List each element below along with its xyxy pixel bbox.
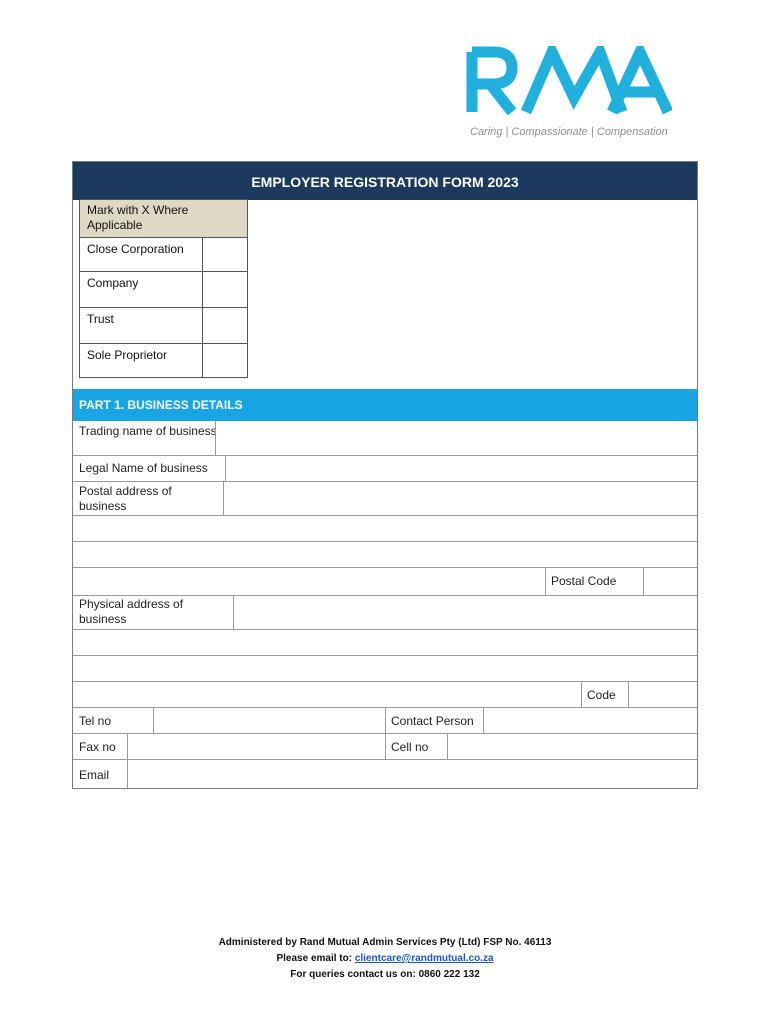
rma-logo — [466, 46, 676, 146]
footer-administered: Administered by Rand Mutual Admin Services Pty (Ltd) FSP No. 46113 — [218, 937, 552, 948]
entity-label: Company — [80, 272, 203, 307]
email-label: Email — [79, 768, 110, 782]
entity-label: Close Corporation — [80, 238, 203, 271]
company-mark-box[interactable] — [203, 272, 247, 307]
divider — [545, 567, 546, 595]
part1-heading: PART 1. BUSINESS DETAILS — [73, 389, 697, 421]
contact-person-field[interactable] — [484, 707, 697, 733]
postal-address-field-1[interactable] — [224, 481, 697, 515]
contact-person-label: Contact Person — [391, 714, 474, 728]
trust-mark-box[interactable] — [203, 308, 247, 343]
legal-name-field[interactable] — [226, 455, 697, 481]
sole-proprietor-mark-box[interactable] — [203, 344, 247, 377]
fax-label: Fax no — [79, 740, 116, 754]
row-divider — [73, 567, 697, 568]
entity-row-trust — [80, 308, 247, 344]
physical-address-field-2[interactable] — [73, 629, 697, 655]
postal-address-label: Postal address of business — [79, 484, 172, 513]
cell-label: Cell no — [391, 740, 429, 754]
footer-email-link[interactable]: clientcare@randmutual.co.za — [354, 953, 494, 964]
entity-row-sole-proprietor — [80, 344, 247, 377]
footer-email-prefix: Please email to: — [276, 953, 355, 964]
postal-address-field-2[interactable] — [73, 515, 697, 541]
physical-code-field[interactable] — [629, 681, 697, 707]
form-title: EMPLOYER REGISTRATION FORM 2023 — [73, 162, 697, 200]
entity-label: Sole Proprietor — [80, 344, 203, 377]
trading-name-label: Trading name of business — [79, 424, 217, 438]
cell-field[interactable] — [448, 733, 697, 759]
divider — [385, 707, 386, 733]
fax-field[interactable] — [128, 733, 385, 759]
entity-type-table — [79, 199, 248, 378]
legal-name-label: Legal Name of business — [79, 461, 208, 475]
physical-address-label: Physical address of business — [79, 597, 184, 626]
tel-field[interactable] — [154, 707, 385, 733]
rma-logo-mark — [466, 46, 672, 118]
code-label: Code — [587, 688, 616, 702]
employer-registration-form — [72, 161, 698, 789]
divider — [581, 681, 582, 707]
entity-type-header: Mark with X Where Applicable — [80, 200, 247, 238]
close-corporation-mark-box[interactable] — [203, 238, 247, 271]
entity-row-close-corporation — [80, 238, 247, 272]
logo-tagline: Caring | Compassionate | Compensation — [470, 126, 668, 138]
physical-address-field-3[interactable] — [73, 655, 697, 681]
tel-label: Tel no — [79, 714, 112, 728]
footer-email-line — [0, 953, 770, 964]
row-divider — [73, 681, 697, 682]
postal-code-label: Postal Code — [551, 574, 617, 588]
postal-code-field[interactable] — [644, 567, 697, 595]
entity-row-company — [80, 272, 247, 308]
physical-address-field-1[interactable] — [234, 595, 697, 629]
trading-name-field[interactable] — [216, 421, 697, 455]
entity-label: Trust — [80, 308, 203, 343]
email-field[interactable] — [128, 759, 697, 789]
footer-contact: For queries contact us on: 0860 222 132 — [290, 969, 480, 980]
divider — [385, 733, 386, 759]
postal-address-field-3[interactable] — [73, 541, 697, 567]
